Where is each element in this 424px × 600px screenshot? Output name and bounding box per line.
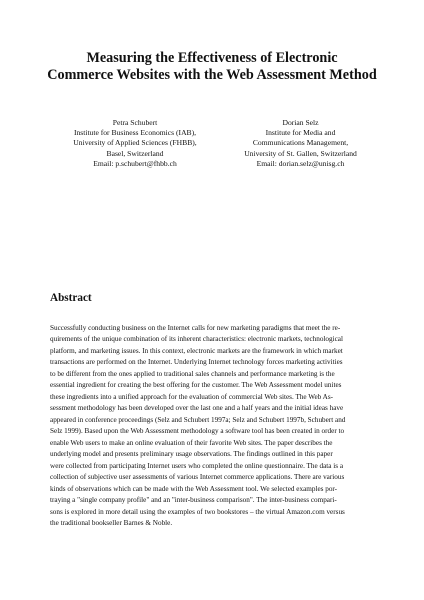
author-location: University of St. Gallen, Switzerland (244, 148, 357, 158)
abstract-line: quirements of the unique combination of its inherent characteristics: electronic markets, technological (50, 335, 343, 344)
abstract-line: Selz 1999). Based upon the Web Assessment methodology a software tool has been created in order to (50, 427, 345, 436)
author-block-schubert (50, 118, 220, 169)
abstract-line: underlying model and presents preliminary usage observations. The findings outlined in this paper (50, 450, 333, 459)
author-name: Petra Schubert (112, 118, 158, 127)
abstract-line: Successfully conducting business on the Internet calls for new marketing paradigms that meet the re- (50, 324, 341, 332)
author-affiliation: Institute for Business Economics (IAB), (73, 128, 197, 138)
author-name: Dorian Selz (282, 118, 319, 127)
author-affiliation: Communications Management, (252, 138, 349, 148)
author-affiliation: Institute for Media and (265, 128, 336, 138)
author-affiliation: University of Applied Sciences (FHBB), (73, 138, 197, 148)
title-line: Measuring the Effectiveness of Electronic (86, 50, 338, 66)
abstract-line: to be different from the ones applied to traditional sales channels and performance marketing is the (50, 369, 335, 378)
abstract-line: platform, and marketing issues. In this context, electronic markets are the framework in which market (50, 346, 343, 355)
paper-title (20, 50, 404, 84)
author-location: Basel, Switzerland (106, 148, 164, 158)
abstract-line: the traditional bookseller Barnes & Noble. (50, 518, 173, 527)
abstract-line: enable Web users to make an online evaluation of their favorite Web sites. The paper describes the (50, 438, 333, 447)
title-line: Commerce Websites with the Web Assessment Method (47, 67, 377, 83)
abstract-line: were collected from participating Internet users who completed the online questionnaire. The data is a (50, 461, 344, 470)
abstract-line: appeared in conference proceedings (Selz and Schubert 1997a; Selz and Schubert 1997b, Schubert and (50, 415, 346, 424)
abstract-line: essential ingredient for creating the best offering for the customer. The Web Assessment model unites (50, 381, 342, 390)
abstract-body (50, 323, 375, 529)
abstract-line: traying a "single company profile" and an "inter-business comparison". The inter-business compari- (50, 496, 337, 505)
abstract-line: collection of subjective user assessments of various Internet commerce applications. There are various (50, 473, 345, 482)
abstract-line: these ingredients into a unified approach for the evaluation of commercial Web sites. The Web As- (50, 392, 334, 401)
abstract-line: sessment methodology has been developed over the last one and a half years and the initial ideas have (50, 404, 344, 413)
abstract-line: transactions are performed on the Internet. Underlying Internet technology forces marketing activities (50, 358, 343, 367)
author-email: Email: dorian.selz@unisg.ch (256, 158, 345, 168)
author-email: Email: p.schubert@fhbb.ch (93, 158, 177, 168)
author-block-selz (218, 118, 383, 169)
abstract-line: kinds of observations which can be made with the Web Assessment tool. We selected examples por- (50, 484, 338, 493)
abstract-line: sons is explored in more detail using the examples of two bookstores – the virtual Amazon.com versus (50, 507, 345, 516)
abstract-heading: Abstract (50, 292, 92, 304)
